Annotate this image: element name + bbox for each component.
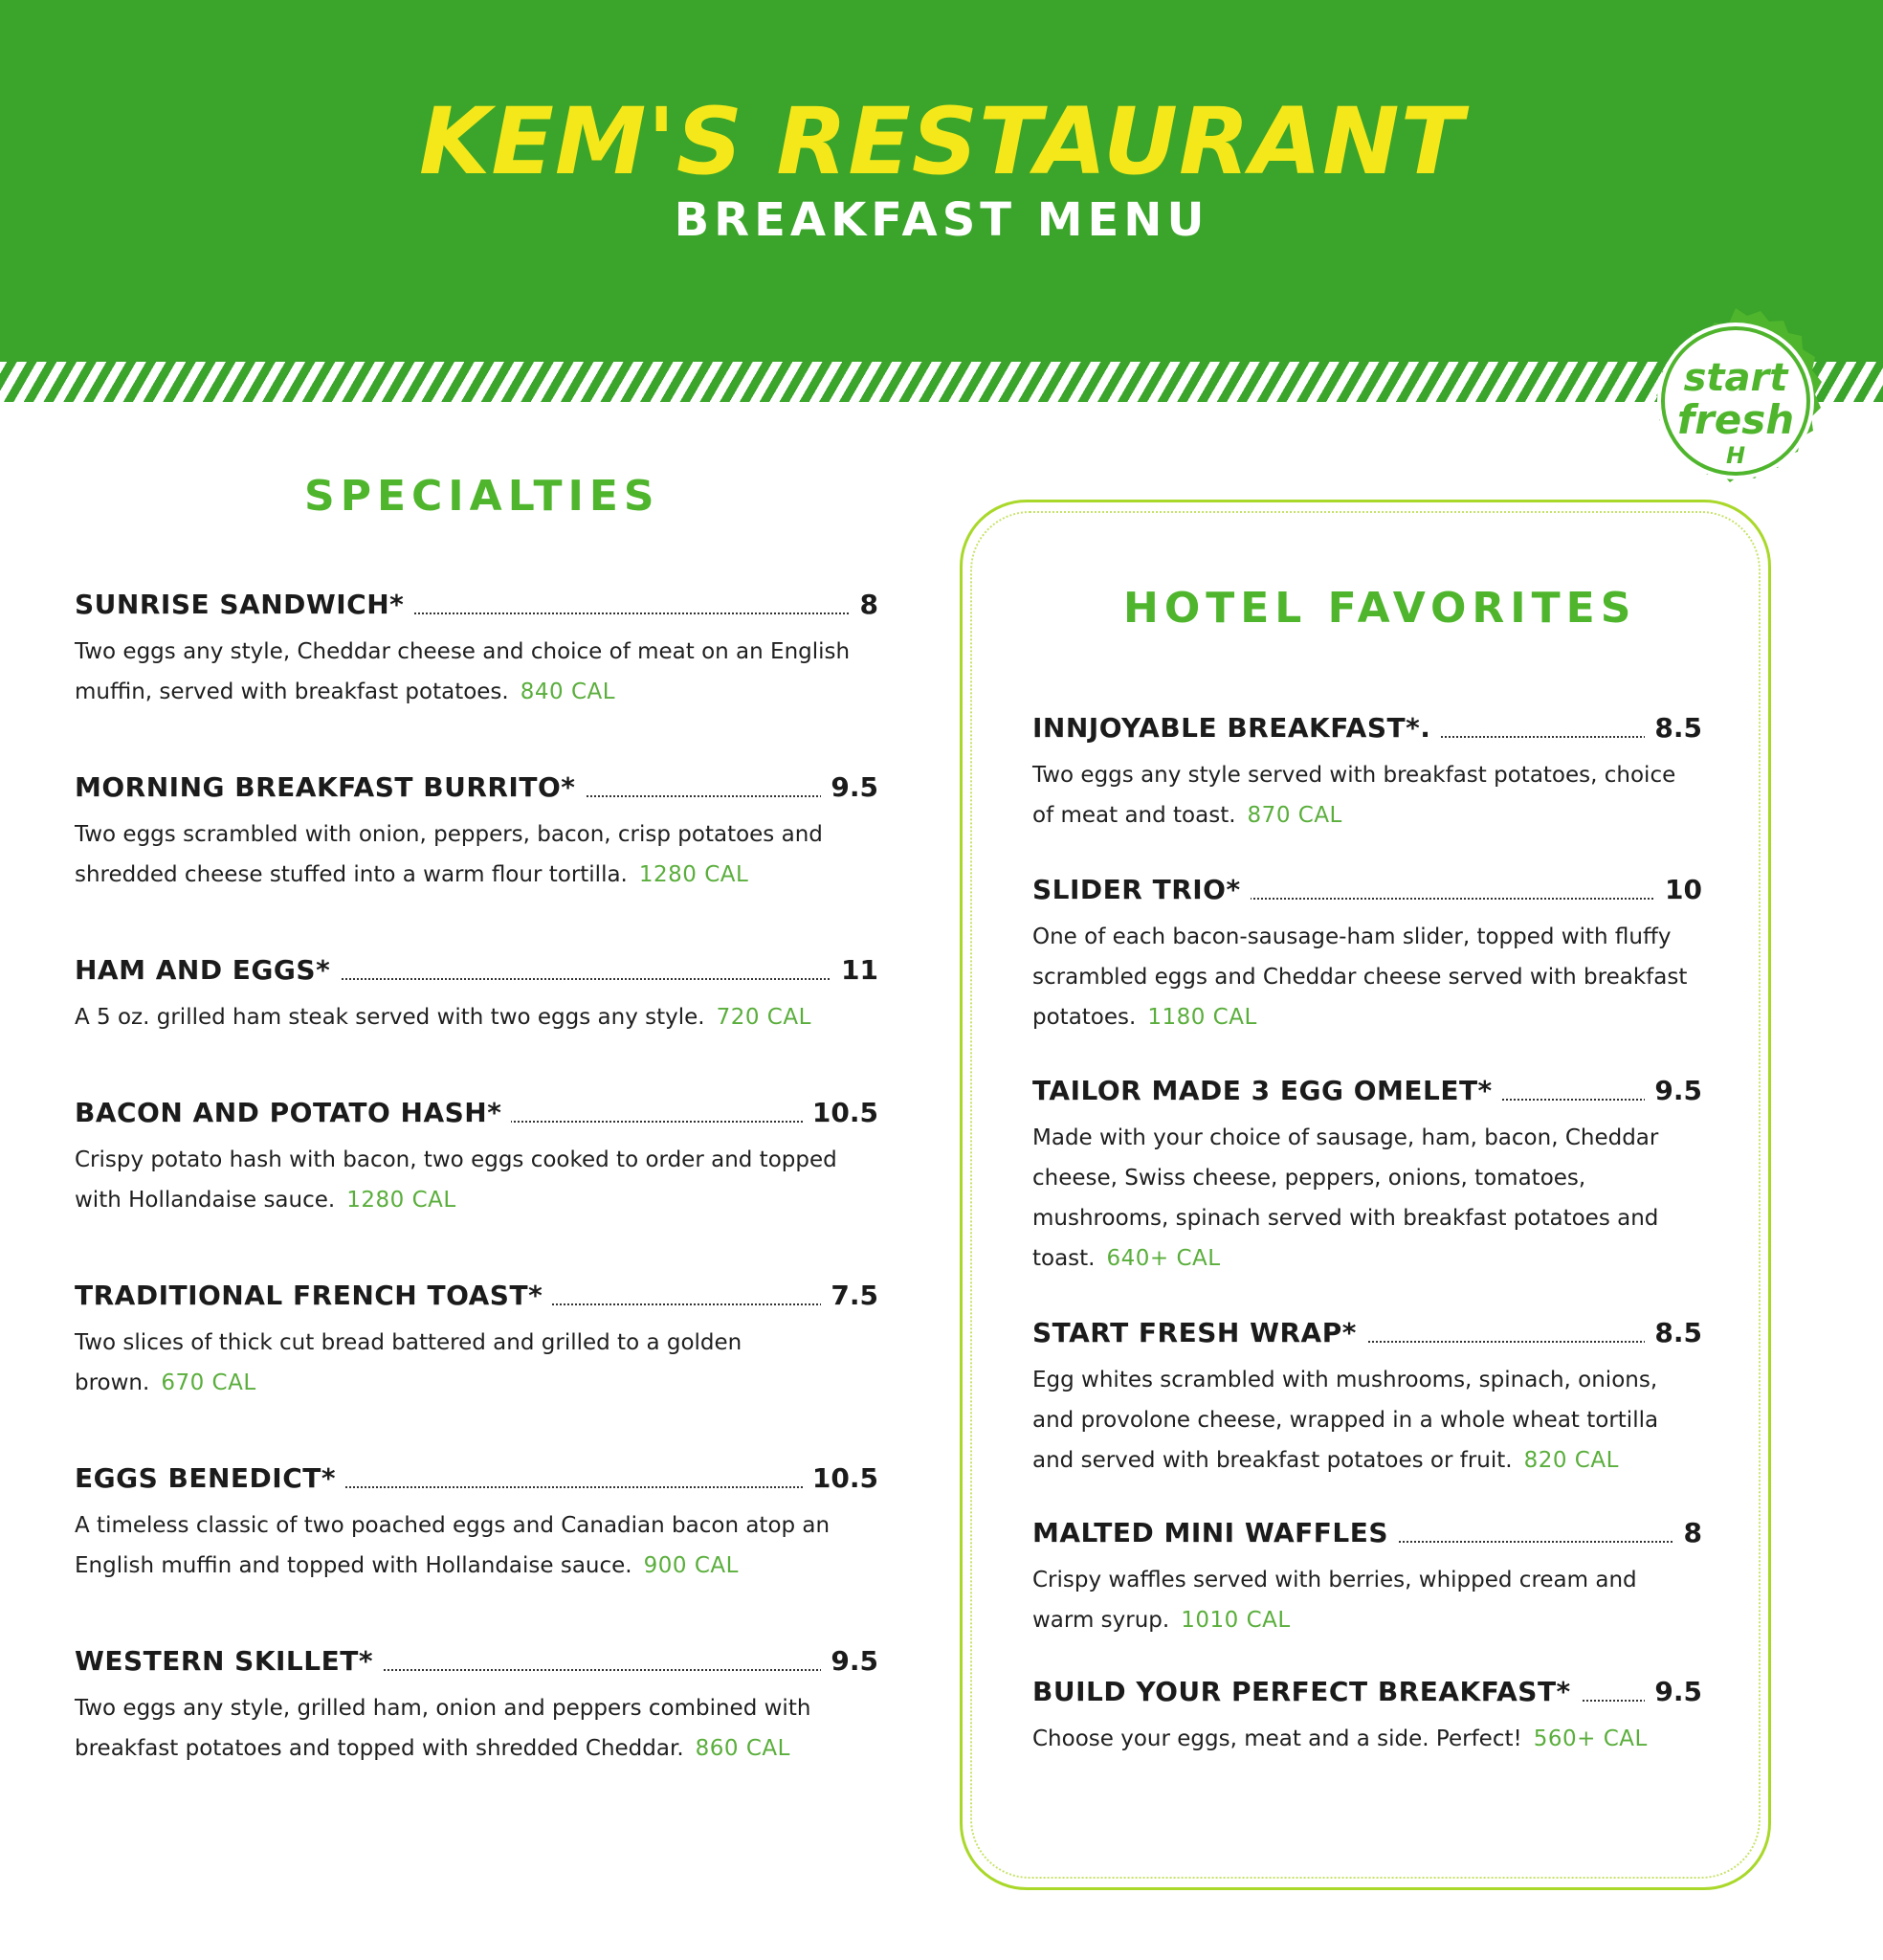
item-name: WESTERN SKILLET* (75, 1642, 383, 1681)
item-calories: 640+ CAL (1106, 1246, 1221, 1271)
specialty-item (75, 1642, 878, 1769)
item-description: Crispy potato hash with bacon, two eggs cooked to order and topped with Hollandaise sauce. (75, 1147, 837, 1213)
stripe-divider (0, 362, 1883, 402)
item-price: 9.5 (821, 768, 878, 807)
item-calories: 840 CAL (520, 679, 616, 704)
item-description: Choose your eggs, meat and a side. Perfect! (1032, 1726, 1522, 1751)
item-description: Egg whites scrambled with mushrooms, spinach, onions, and provolone cheese, wrapped in a whole wheat tortilla and served with breakfast potatoes or fruit. (1032, 1368, 1659, 1473)
item-name: MORNING BREAKFAST BURRITO* (75, 768, 585, 807)
specialty-item (75, 1459, 878, 1586)
item-calories: 670 CAL (161, 1370, 256, 1395)
item-description: Two eggs any style, grilled ham, onion and peppers combined with breakfast potatoes and topped with shredded Cheddar. (75, 1696, 811, 1761)
item-description: Two eggs any style served with breakfast potatoes, choice of meat and toast. (1032, 763, 1676, 828)
item-price: 10.5 (803, 1094, 878, 1132)
item-price: 10 (1655, 871, 1702, 909)
item-calories: 720 CAL (716, 1005, 811, 1030)
item-name: BUILD YOUR PERFECT BREAKFAST* (1032, 1673, 1581, 1711)
item-description: Two slices of thick cut bread battered and grilled to a golden brown. (75, 1330, 742, 1395)
item-description: A timeless classic of two poached eggs and Canadian bacon atop an English muffin and topped with Hollandaise sauce. (75, 1513, 831, 1578)
favorite-item (1032, 1314, 1702, 1481)
item-description: Two eggs any style, Cheddar cheese and choice of meat on an English muffin, served with breakfast potatoes. (75, 639, 851, 704)
item-calories: 1180 CAL (1147, 1005, 1257, 1030)
item-name: TAILOR MADE 3 EGG OMELET* (1032, 1072, 1502, 1110)
badge-line-start: start (1683, 356, 1788, 400)
item-price: 10.5 (803, 1459, 878, 1498)
item-description: Crispy waffles served with berries, whipped cream and warm syrup. (1032, 1568, 1637, 1633)
item-calories: 860 CAL (695, 1736, 790, 1761)
item-name: HAM AND EGGS* (75, 951, 340, 990)
badge-line-fresh: fresh (1676, 396, 1795, 443)
hotel-favorites-heading: HOTEL FAVORITES (1123, 584, 1637, 633)
specialty-item (75, 586, 878, 712)
specialty-item (75, 951, 878, 1037)
item-description: A 5 oz. grilled ham steak served with two eggs any style. (75, 1005, 705, 1030)
item-calories: 900 CAL (643, 1553, 739, 1578)
item-name: TRADITIONAL FRENCH TOAST* (75, 1277, 552, 1315)
specialty-item (75, 1094, 878, 1220)
specialty-item (75, 1277, 878, 1403)
start-fresh-badge (1640, 308, 1831, 500)
menu-subtitle: BREAKFAST MENU (674, 193, 1209, 247)
item-name: SUNRISE SANDWICH* (75, 586, 413, 624)
item-price: 8.5 (1645, 709, 1702, 747)
item-name: MALTED MINI WAFFLES (1032, 1514, 1398, 1552)
item-description: Made with your choice of sausage, ham, bacon, Cheddar cheese, Swiss cheese, peppers, onions, tomatoes, mushrooms, spinach served with breakfast potatoes and toast. (1032, 1125, 1659, 1271)
item-calories: 1010 CAL (1181, 1608, 1291, 1633)
item-name: SLIDER TRIO* (1032, 871, 1251, 909)
favorite-item (1032, 709, 1702, 835)
favorite-item (1032, 871, 1702, 1037)
item-description: Two eggs scrambled with onion, peppers, bacon, crisp potatoes and shredded cheese stuffed into a warm flour tortilla. (75, 822, 823, 887)
item-name: INNJOYABLE BREAKFAST*. (1032, 709, 1440, 747)
item-price: 9.5 (1645, 1072, 1702, 1110)
favorite-item (1032, 1673, 1702, 1759)
item-calories: 870 CAL (1247, 803, 1342, 828)
favorite-item (1032, 1072, 1702, 1279)
item-name: EGGS BENEDICT* (75, 1459, 345, 1498)
specialty-item (75, 768, 878, 895)
item-name: BACON AND POTATO HASH* (75, 1094, 511, 1132)
header-banner (0, 0, 1883, 362)
item-price: 11 (831, 951, 878, 990)
restaurant-title: KEM'S RESTAURANT (418, 88, 1465, 195)
specialties-heading: SPECIALTIES (304, 472, 660, 521)
item-price: 9.5 (1645, 1673, 1702, 1711)
item-description: One of each bacon-sausage-ham slider, topped with fluffy scrambled eggs and Cheddar cheese served with breakfast potatoes. (1032, 924, 1688, 1030)
hotel-logo-icon: H (1725, 442, 1746, 469)
favorite-item (1032, 1514, 1702, 1640)
item-calories: 1280 CAL (346, 1188, 456, 1213)
item-price: 8 (851, 586, 878, 624)
item-price: 7.5 (821, 1277, 878, 1315)
item-price: 9.5 (821, 1642, 878, 1681)
item-price: 8 (1674, 1514, 1702, 1552)
item-calories: 820 CAL (1523, 1448, 1619, 1473)
item-calories: 1280 CAL (638, 862, 749, 887)
item-name: START FRESH WRAP* (1032, 1314, 1366, 1352)
item-calories: 560+ CAL (1533, 1726, 1648, 1751)
item-price: 8.5 (1645, 1314, 1702, 1352)
